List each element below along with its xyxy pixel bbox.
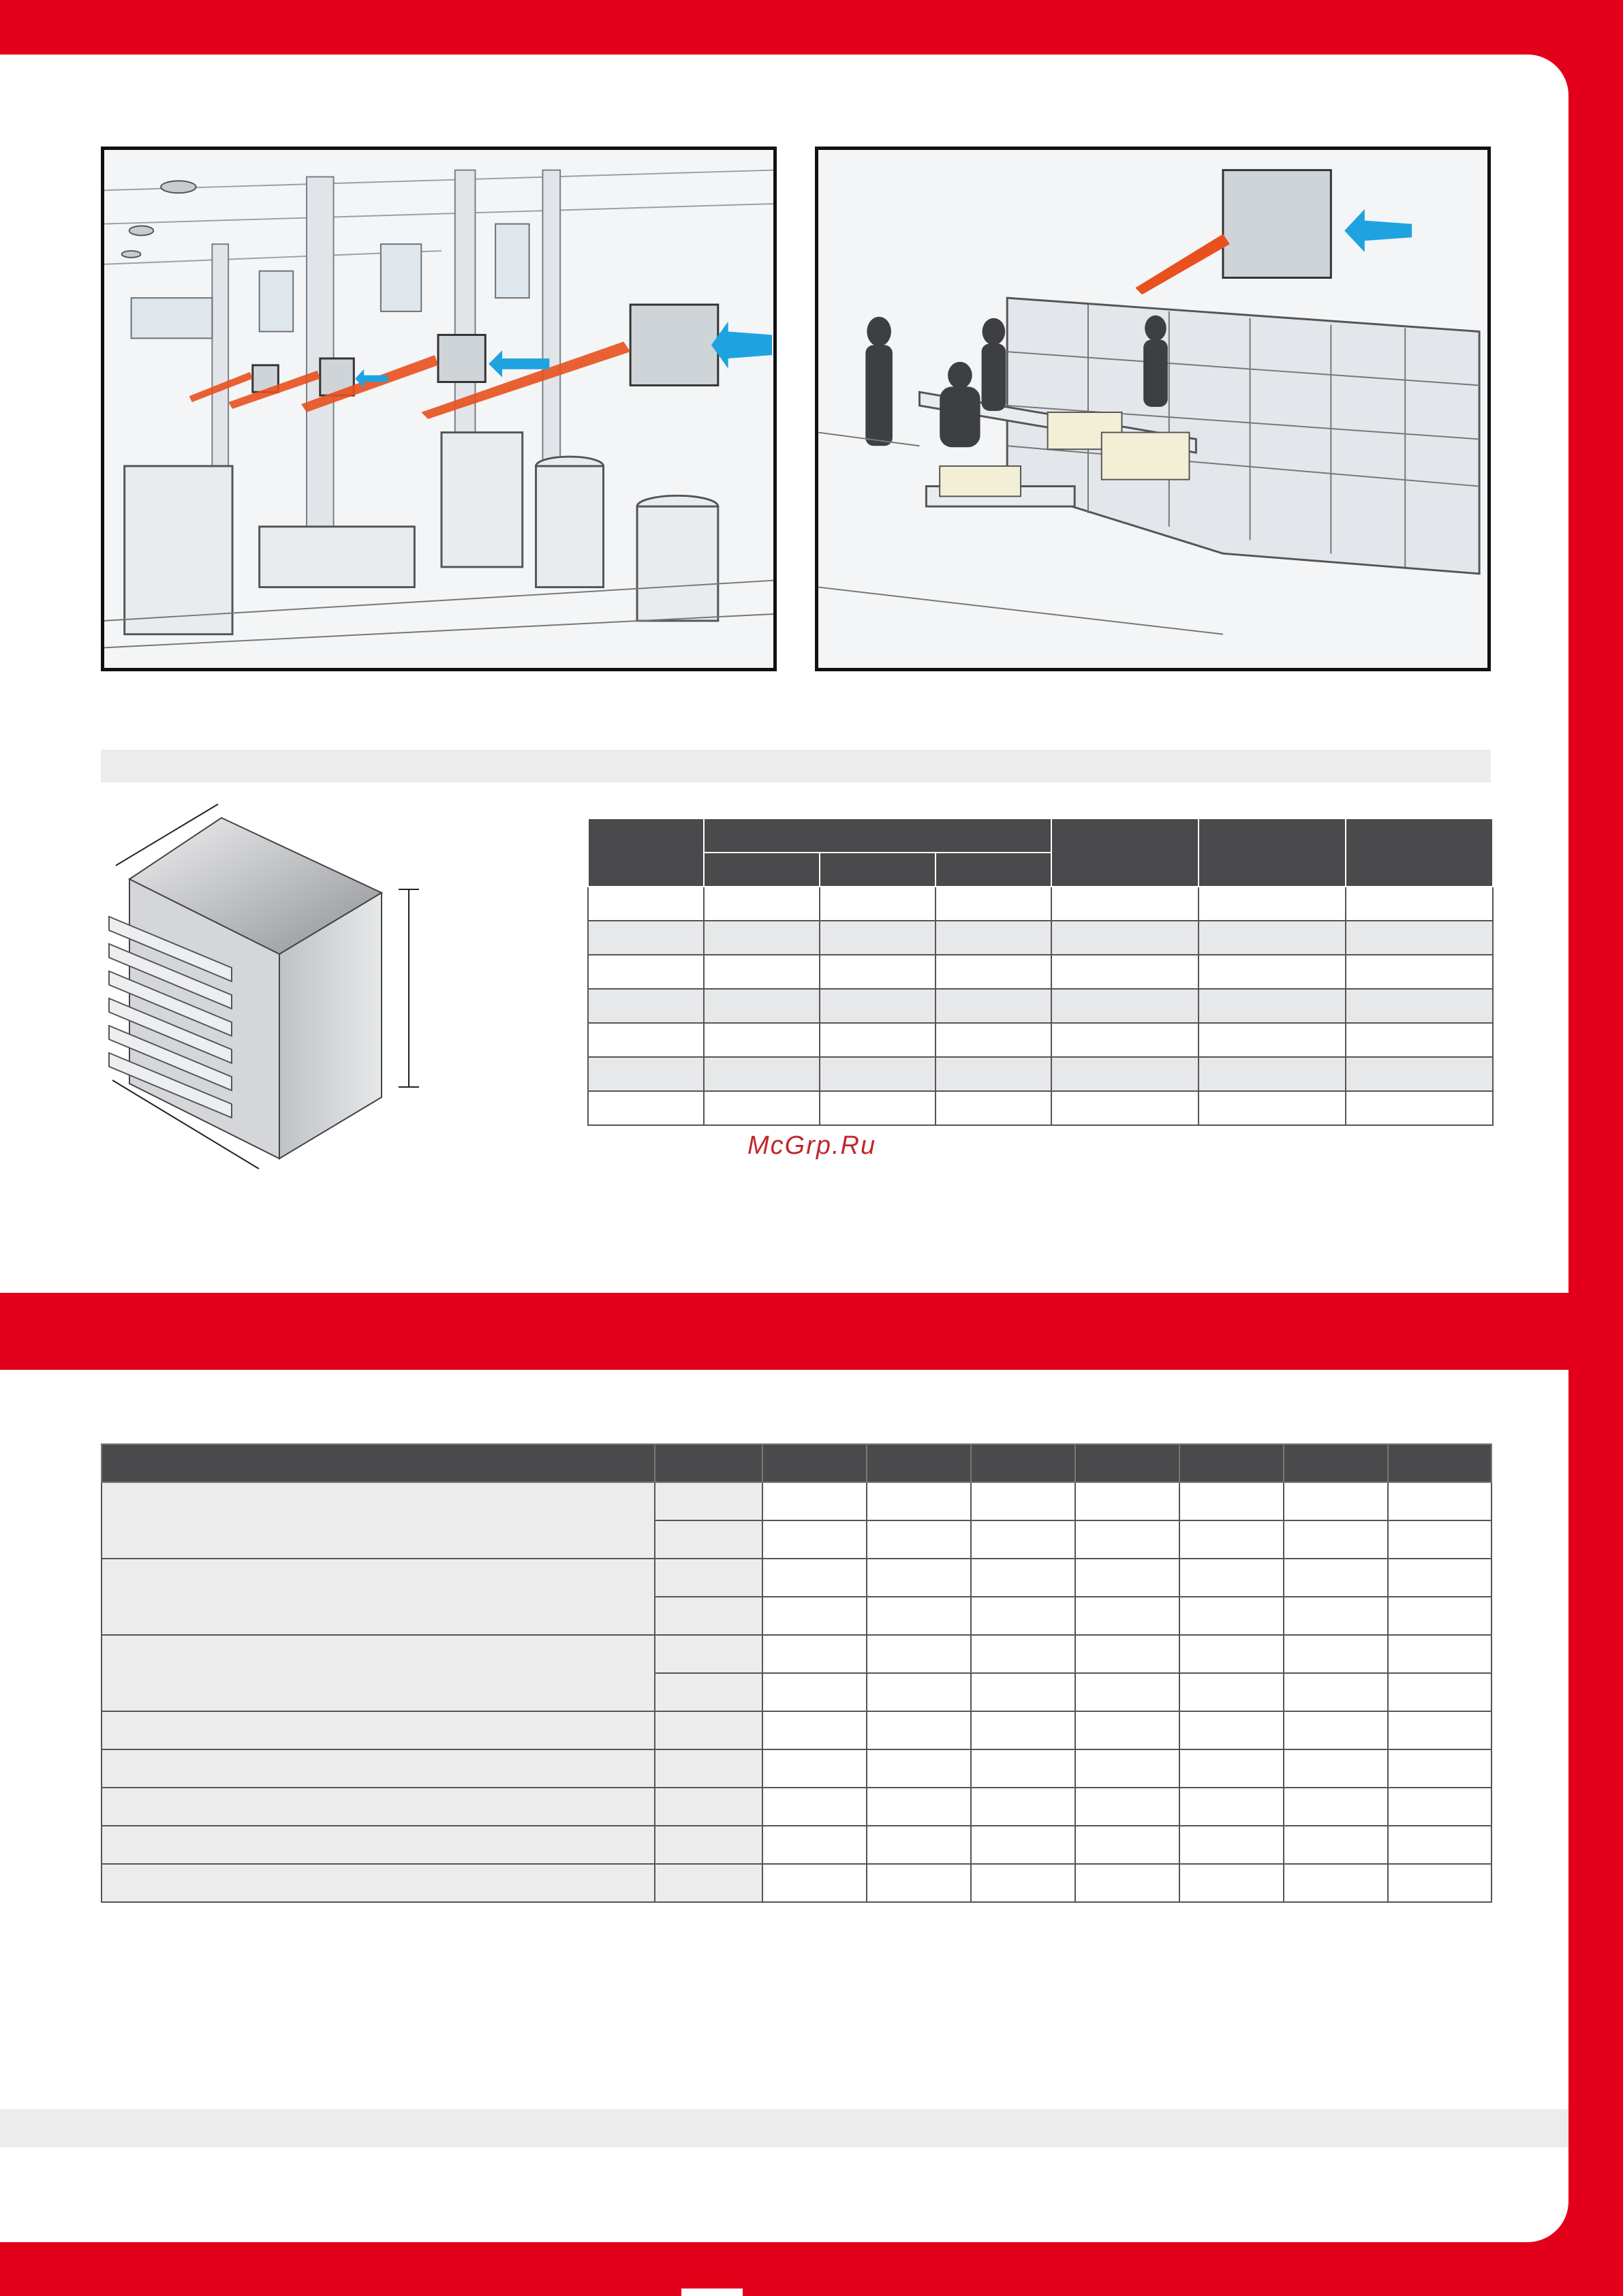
dim-subheader-c	[936, 853, 1051, 887]
table-cell	[1051, 887, 1199, 921]
spec-row-label	[102, 1711, 655, 1749]
table-cell	[1199, 1023, 1346, 1057]
dimensions-table	[587, 818, 1494, 1126]
spec-header-model-3	[971, 1444, 1075, 1482]
spec-row-unit	[655, 1482, 762, 1520]
table-cell	[588, 1057, 704, 1091]
spec-header-model-5	[1179, 1444, 1284, 1482]
table-cell	[704, 955, 820, 989]
dim-subheader-a	[704, 853, 820, 887]
spec-header-model-7	[1388, 1444, 1491, 1482]
spec-row-unit	[655, 1788, 762, 1826]
spec-header-model-4	[1075, 1444, 1179, 1482]
table-cell	[1199, 955, 1346, 989]
table-cell	[936, 1057, 1051, 1091]
specifications-table	[101, 1443, 1492, 1903]
table-cell	[936, 921, 1051, 955]
table-cell	[588, 1091, 704, 1125]
spec-header-model-2	[867, 1444, 971, 1482]
table-cell	[704, 887, 820, 921]
spec-row-label	[102, 1635, 655, 1711]
table-cell	[588, 989, 704, 1023]
spec-row-unit	[655, 1749, 762, 1788]
table-row	[588, 1023, 1493, 1057]
table-row	[102, 1864, 1491, 1902]
heater-unit-drawing	[95, 797, 450, 1179]
table-cell	[588, 1023, 704, 1057]
watermark-text: McGrp.Ru	[747, 1131, 877, 1160]
spec-header-unit	[655, 1444, 762, 1482]
spec-row-label	[102, 1826, 655, 1864]
table-cell	[936, 1023, 1051, 1057]
table-cell	[1346, 955, 1493, 989]
section-divider-bar	[101, 750, 1491, 782]
table-row	[588, 921, 1493, 955]
spec-row-label	[102, 1559, 655, 1635]
table-cell	[820, 921, 936, 955]
table-cell	[1051, 921, 1199, 955]
table-cell	[1051, 1057, 1199, 1091]
spec-row-unit	[655, 1711, 762, 1749]
table-cell	[820, 989, 936, 1023]
sorting-room-illustration	[815, 147, 1491, 671]
table-cell	[588, 887, 704, 921]
dim-header-col-7	[1346, 818, 1493, 887]
dim-header-col-5	[1051, 818, 1199, 887]
table-cell	[1346, 1023, 1493, 1057]
table-cell	[1346, 1091, 1493, 1125]
table-row	[102, 1711, 1491, 1749]
spec-header-model-1	[762, 1444, 867, 1482]
table-cell	[820, 887, 936, 921]
warehouse-hall-illustration	[101, 147, 777, 671]
table-cell	[704, 989, 820, 1023]
table-cell	[704, 1091, 820, 1125]
table-cell	[704, 1023, 820, 1057]
table-cell	[1051, 1091, 1199, 1125]
table-cell	[1051, 989, 1199, 1023]
table-row	[102, 1482, 1491, 1520]
table-cell	[820, 955, 936, 989]
footer-tab-mark	[681, 2289, 743, 2296]
table-row	[588, 1091, 1493, 1125]
table-cell	[820, 1023, 936, 1057]
table-cell	[936, 1091, 1051, 1125]
table-row	[102, 1826, 1491, 1864]
section-header-band	[0, 1293, 1568, 1370]
spec-row-unit	[655, 1635, 762, 1673]
table-cell	[936, 955, 1051, 989]
dim-subheader-b	[820, 853, 936, 887]
footer-grey-bar	[0, 2109, 1568, 2147]
spec-row-unit	[655, 1597, 762, 1635]
table-cell	[704, 921, 820, 955]
table-cell	[588, 955, 704, 989]
table-cell	[1199, 989, 1346, 1023]
dim-header-col-6	[1199, 818, 1346, 887]
table-cell	[936, 989, 1051, 1023]
spec-row-label	[102, 1482, 655, 1559]
table-row	[588, 887, 1493, 921]
spec-row-label	[102, 1788, 655, 1826]
spec-row-unit	[655, 1673, 762, 1711]
table-row	[102, 1788, 1491, 1826]
spec-header-parameter	[102, 1444, 655, 1482]
table-cell	[1199, 1091, 1346, 1125]
table-cell	[820, 1091, 936, 1125]
spec-row-label	[102, 1864, 655, 1902]
dim-header-group	[704, 818, 1051, 853]
table-row	[102, 1749, 1491, 1788]
spec-row-unit	[655, 1864, 762, 1902]
spec-row-label	[102, 1749, 655, 1788]
table-cell	[1199, 887, 1346, 921]
dim-header-model	[588, 818, 704, 887]
table-cell	[1346, 1057, 1493, 1091]
table-cell	[1346, 989, 1493, 1023]
table-cell	[1199, 921, 1346, 955]
table-cell	[1346, 887, 1493, 921]
table-cell	[588, 921, 704, 955]
table-cell	[1051, 955, 1199, 989]
spec-row-unit	[655, 1826, 762, 1864]
table-row	[588, 989, 1493, 1023]
table-cell	[1346, 921, 1493, 955]
table-row	[588, 1057, 1493, 1091]
table-row	[102, 1635, 1491, 1673]
spec-header-model-6	[1284, 1444, 1388, 1482]
table-cell	[936, 887, 1051, 921]
table-cell	[1051, 1023, 1199, 1057]
table-row	[102, 1559, 1491, 1597]
table-cell	[704, 1057, 820, 1091]
spec-row-unit	[655, 1520, 762, 1559]
spec-row-unit	[655, 1559, 762, 1597]
table-row	[588, 955, 1493, 989]
table-cell	[820, 1057, 936, 1091]
table-cell	[1199, 1057, 1346, 1091]
